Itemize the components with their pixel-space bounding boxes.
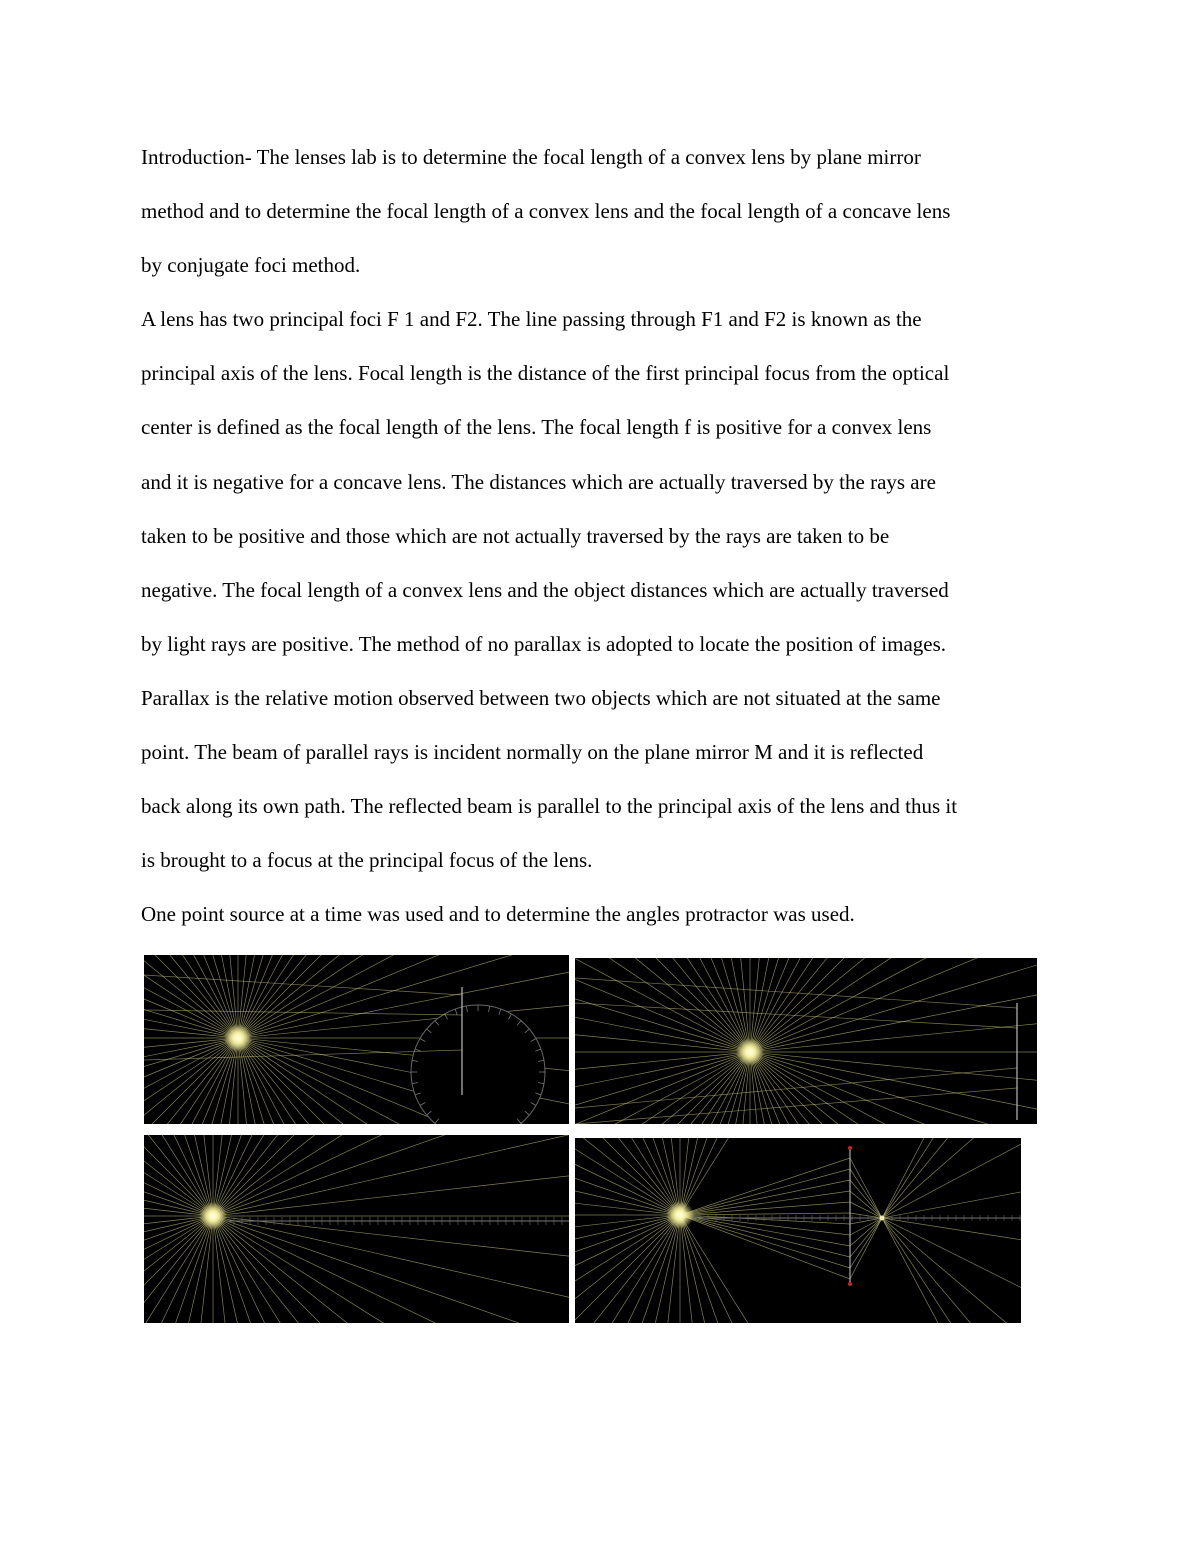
image-point — [880, 1216, 885, 1221]
light-ray — [213, 1216, 532, 1323]
reflected-ray — [575, 978, 1017, 1008]
paragraph-line: One point source at a time was used and to determine the angles protractor was used. — [141, 902, 855, 926]
paragraph-line: Introduction- The lenses lab is to determine the focal length of a convex lens by plane mirror — [141, 145, 921, 169]
point-source-icon — [677, 1212, 683, 1218]
incident-ray — [680, 1169, 850, 1215]
light-ray — [680, 1138, 878, 1215]
light-ray — [144, 1135, 213, 1216]
paragraph-line: method and to determine the focal length of a convex lens and the focal length of a concave lens — [141, 199, 951, 223]
light-ray — [691, 958, 750, 1052]
light-ray — [213, 1216, 569, 1323]
paragraph-line: taken to be positive and those which are not actually traversed by the rays are taken to be — [141, 524, 890, 548]
light-ray — [213, 1216, 473, 1323]
point-source-icon — [235, 1035, 241, 1041]
refracted-ray — [850, 1180, 1021, 1323]
figure-lens-focus — [575, 1138, 1021, 1323]
light-ray — [213, 1135, 347, 1216]
light-ray — [680, 1215, 878, 1323]
paragraph-line: A lens has two principal foci F 1 and F2. The line passing through F1 and F2 is known as the — [141, 307, 922, 331]
light-ray — [213, 1135, 532, 1216]
paragraph-line: is brought to a focus at the principal focus of the lens. — [141, 848, 593, 872]
refracted-ray — [850, 1158, 1021, 1323]
light-ray — [575, 1215, 680, 1323]
light-ray — [144, 979, 238, 1038]
lens-endpoint — [848, 1282, 852, 1286]
figure-ruler — [144, 1135, 569, 1323]
light-ray — [575, 1052, 750, 1124]
point-source-icon — [210, 1213, 216, 1219]
refracted-ray — [850, 1202, 1021, 1298]
light-ray — [213, 1216, 411, 1323]
light-ray — [144, 1038, 238, 1124]
light-ray — [213, 1135, 473, 1216]
paragraph-line: by conjugate foci method. — [141, 253, 361, 277]
light-ray — [575, 1138, 680, 1215]
light-ray — [144, 1038, 238, 1097]
incident-ray — [680, 1180, 850, 1215]
light-ray — [680, 1215, 940, 1323]
incident-ray — [680, 1191, 850, 1215]
reflected-ray — [575, 1088, 1017, 1124]
light-ray — [750, 1052, 867, 1124]
incident-ray — [680, 1215, 850, 1279]
incident-ray — [680, 1215, 850, 1257]
paragraph-line: center is defined as the focal length of the lens. The focal length f is positive for a convex lens — [141, 415, 932, 439]
light-ray — [213, 1135, 569, 1216]
light-ray — [680, 1138, 999, 1215]
reflected-ray — [575, 1003, 1017, 1028]
ray-diagram-protractor — [144, 955, 569, 1124]
light-ray — [238, 1038, 412, 1124]
paragraph-line: and it is negative for a concave lens. The distances which are actually traversed by the rays are — [141, 470, 936, 494]
reflected-ray — [575, 1068, 1017, 1108]
lens-endpoint — [848, 1146, 852, 1150]
paragraph-line: negative. The focal length of a convex lens and the object distances which are actually traversed — [141, 578, 949, 602]
refracted-ray — [850, 1169, 1021, 1323]
paragraph-line: principal axis of the lens. Focal length is the distance of the first principal focus from the optical — [141, 361, 950, 385]
figure-protractor-mirror — [144, 955, 569, 1124]
light-ray — [680, 1138, 940, 1215]
paragraph-line: Parallax is the relative motion observed between two objects which are not situated at the same — [141, 686, 941, 710]
paragraph-line: point. The beam of parallel rays is incident normally on the plane mirror M and it is reflected — [141, 740, 924, 764]
light-ray — [575, 958, 750, 1052]
protractor-icon — [411, 1005, 545, 1124]
point-source-icon — [747, 1049, 753, 1055]
incident-ray — [680, 1158, 850, 1215]
paragraph-line: back along its own path. The reflected beam is parallel to the principal axis of the lens and thus it — [141, 794, 958, 818]
light-ray — [680, 1215, 999, 1323]
light-ray — [680, 1138, 814, 1215]
ray-diagram-plane-mirror — [575, 958, 1037, 1124]
figure-plane-mirror — [575, 958, 1037, 1124]
light-ray — [633, 1052, 750, 1124]
paragraph-line: by light rays are positive. The method of no parallax is adopted to locate the position of images. — [141, 632, 947, 656]
light-ray — [750, 958, 809, 1052]
light-ray — [213, 1135, 411, 1216]
ray-diagram-ruler — [144, 1135, 569, 1323]
refracted-ray — [850, 1138, 1021, 1257]
light-ray — [238, 955, 412, 1038]
ray-diagram-lens — [575, 1138, 1021, 1323]
